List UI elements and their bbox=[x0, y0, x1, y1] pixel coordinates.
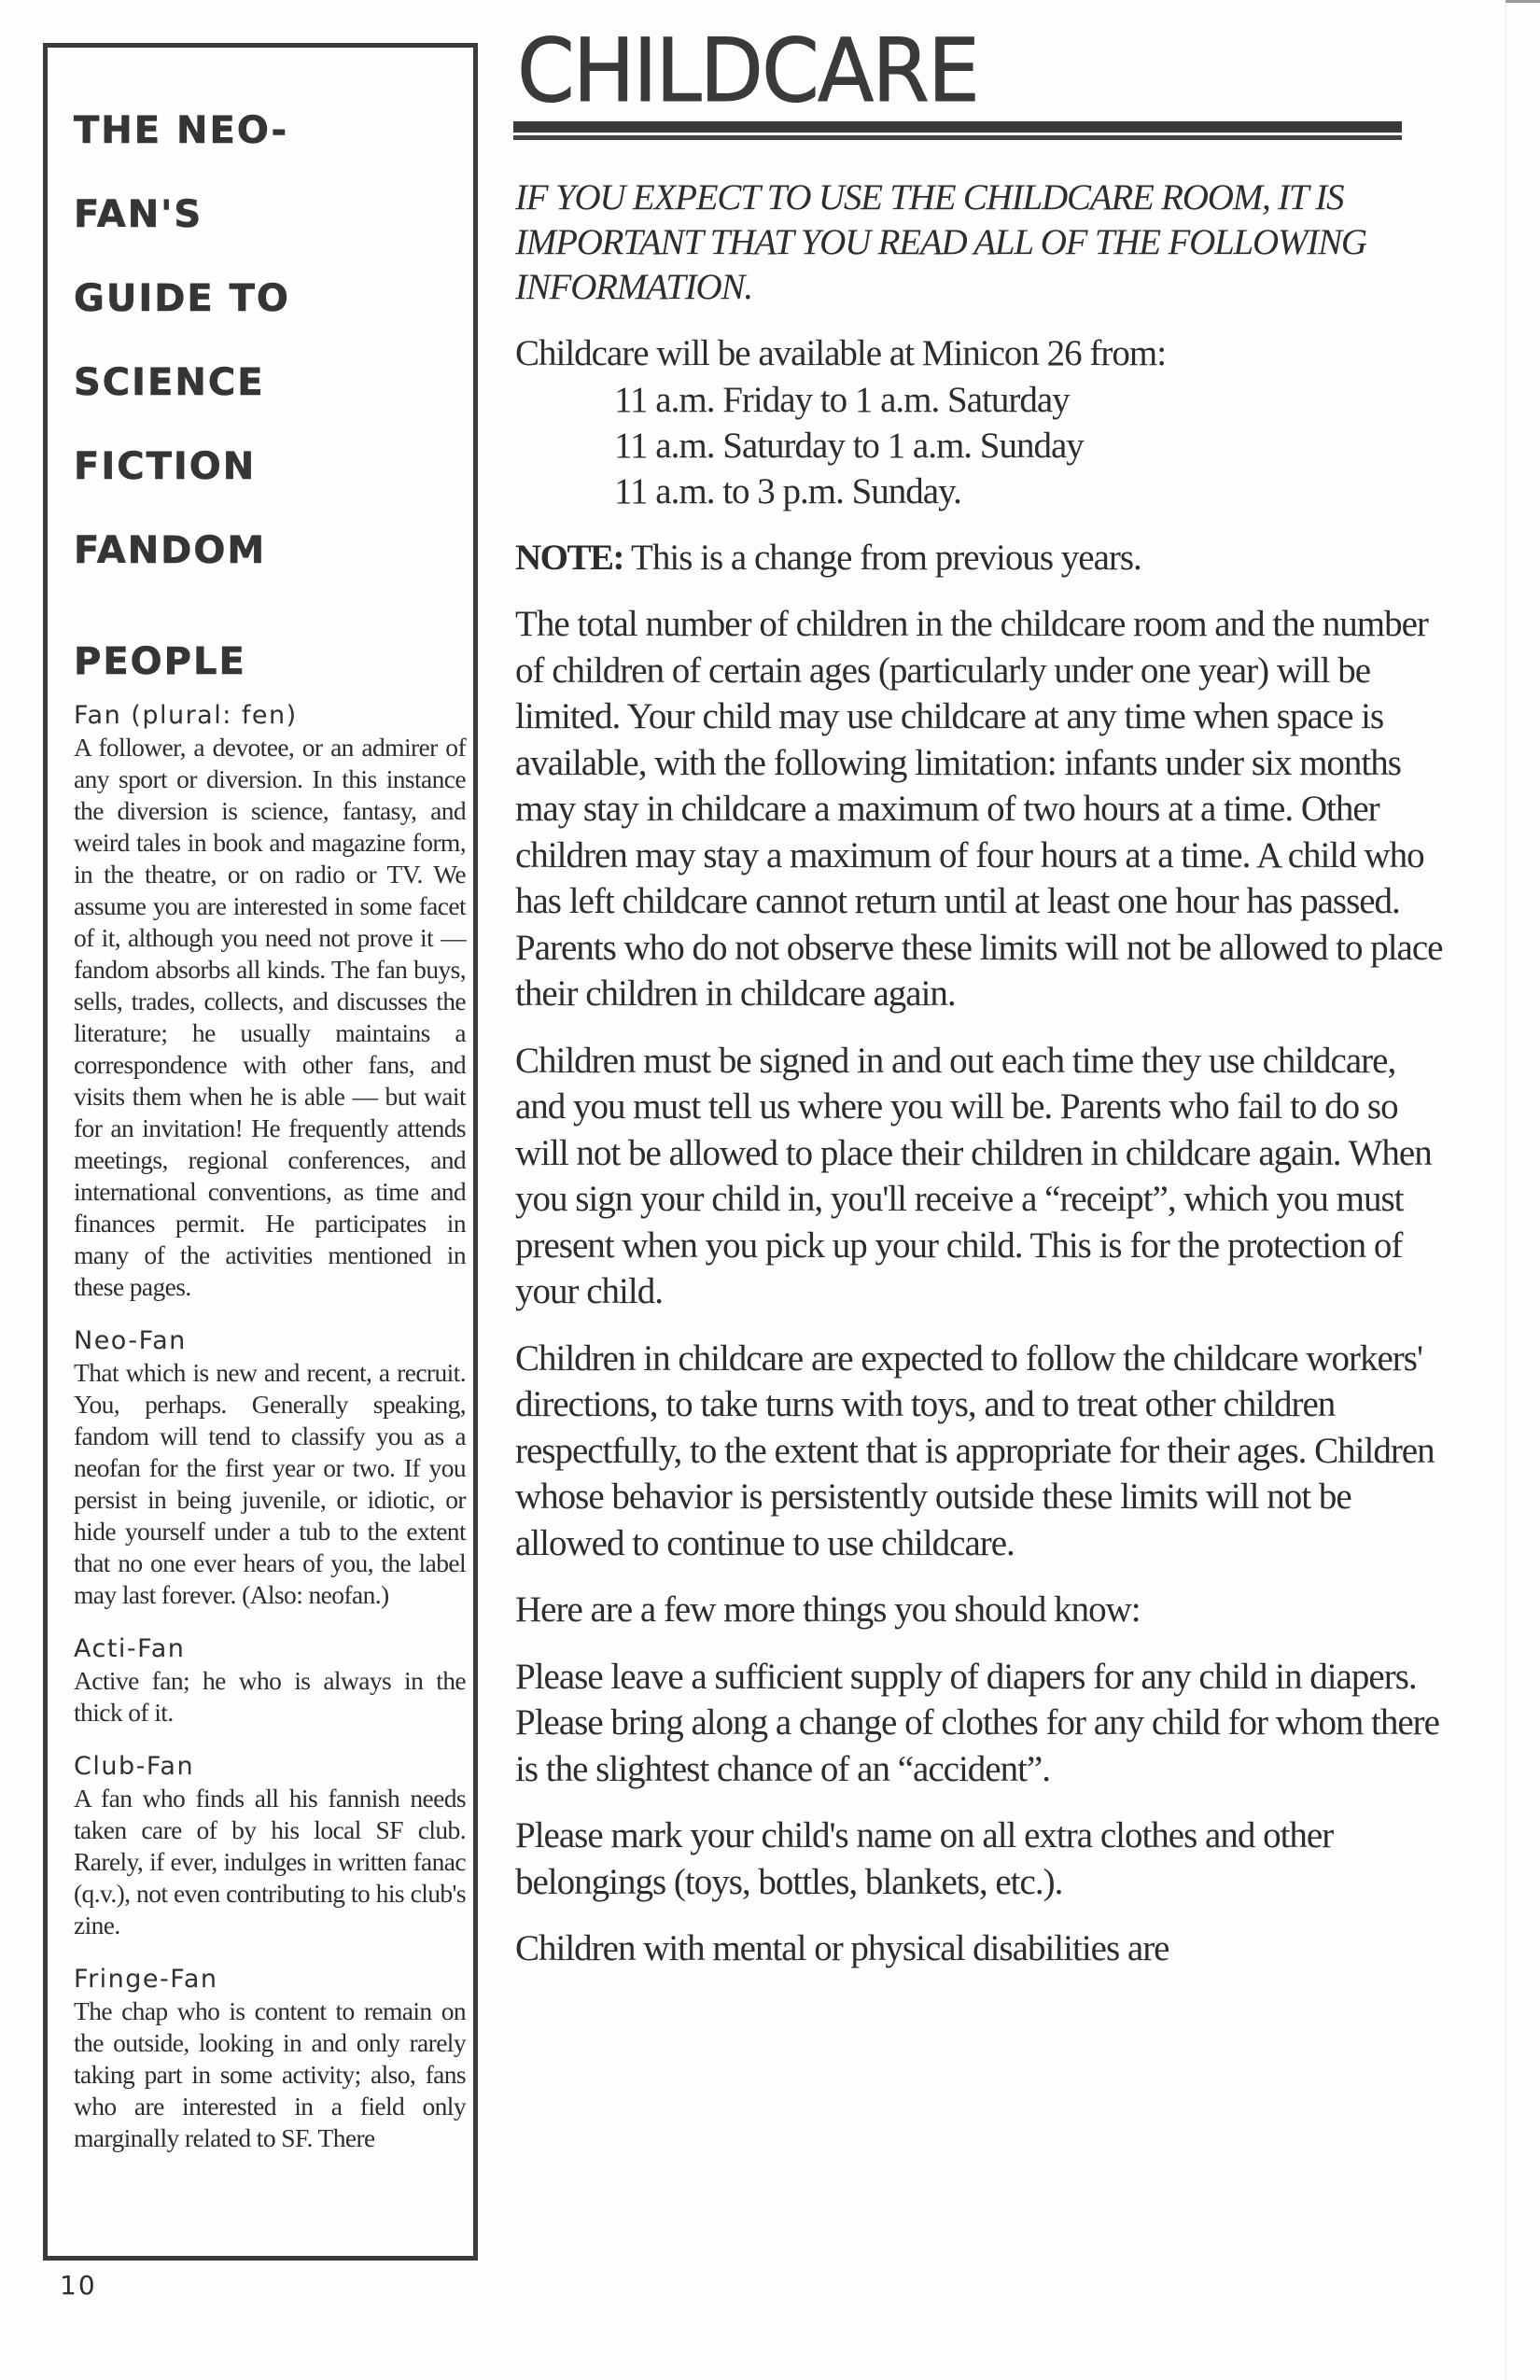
paragraph-text: Here are a few more things you should know: bbox=[515, 1589, 1141, 1630]
page-edge-mark bbox=[1505, 0, 1540, 3]
paragraph-labels bbox=[515, 1813, 1449, 1905]
page-title: CHILDCARE bbox=[517, 21, 978, 122]
note-label: NOTE: bbox=[515, 537, 624, 578]
guide-title-line: GUIDE TO bbox=[74, 277, 290, 320]
glossary-term: Neo-Fan bbox=[74, 1326, 187, 1355]
childcare-article bbox=[513, 21, 1465, 1972]
glossary-entry bbox=[74, 1753, 466, 1941]
glossary-term: Club-Fan bbox=[74, 1752, 195, 1781]
note-text: This is a change from previous years. bbox=[623, 537, 1141, 578]
intro-notice: IF YOU EXPECT TO USE THE CHILDCARE ROOM, IT IS IMPORTANT THAT YOU READ ALL OF THE FOLLOWING INFORMATION. bbox=[515, 177, 1366, 307]
paragraph-disabilities bbox=[515, 1925, 1449, 1972]
section-title: PEOPLE bbox=[74, 640, 246, 683]
guide-title-line: FANDOM bbox=[74, 529, 267, 572]
paragraph-diapers bbox=[515, 1654, 1449, 1793]
page-edge bbox=[1505, 0, 1506, 2380]
guide-title-line: FICTION bbox=[74, 445, 257, 488]
guide-title bbox=[74, 68, 466, 614]
schedule-item: 11 a.m. Saturday to 1 a.m. Sunday bbox=[614, 425, 1084, 466]
guide-title-line: THE NEO- bbox=[74, 109, 289, 152]
availability-section bbox=[515, 330, 1449, 514]
paragraph-more-things bbox=[515, 1587, 1449, 1633]
glossary-term: Acti-Fan bbox=[74, 1634, 186, 1663]
neofan-guide-sidebar bbox=[43, 43, 478, 2261]
sidebar-content bbox=[74, 68, 466, 2178]
glossary-entry bbox=[74, 1966, 466, 2154]
glossary-term: Fan (plural: fen) bbox=[74, 701, 298, 730]
paragraph-text: Please mark your child's name on all extra clothes and other belongings (toys, bottles, blankets, etc.). bbox=[515, 1815, 1334, 1902]
glossary-entry bbox=[74, 1635, 466, 1729]
paragraph-text: Please leave a sufficient supply of diapers for any child in diapers. Please bring along a change of clothes for any child for whom there is the slightest chance of an “accident”. bbox=[515, 1656, 1439, 1789]
paragraph-behavior bbox=[515, 1336, 1449, 1567]
guide-title-line: FAN'S bbox=[74, 193, 203, 236]
paragraph-sign-in bbox=[515, 1038, 1449, 1315]
glossary-definition: A fan who finds all his fannish needs taken care of by his local SF club. Rarely, if ever, indulges in written fanac (q.v.), not even contributing to his club's zine. bbox=[74, 1784, 466, 1939]
title-rule-thin bbox=[513, 135, 1402, 140]
note bbox=[515, 535, 1449, 581]
title-rule-thick bbox=[513, 121, 1402, 133]
paragraph-text: Children with mental or physical disabilities are bbox=[515, 1928, 1169, 1968]
glossary-entry bbox=[74, 1327, 466, 1611]
glossary-definition: Active fan; he who is always in the thick of it. bbox=[74, 1666, 466, 1727]
paragraph-text: Children must be signed in and out each time they use childcare, and you must tell us where you will be. Parents who fail to do so will not be allowed to place their children in childcare again. When you sign your child in, you'll receive a “receipt”, which you must present when you pick up your child. This is for the protection of your child. bbox=[515, 1040, 1432, 1311]
glossary-definition: That which is new and recent, a recruit. You, perhaps. Generally speaking, fandom will tend to classify you as a neofan for the first year or two. If you persist in being juvenile, or idiotic, or hide yourself under a tub to the extent that no one ever hears of you, the label may last forever. (Also: neofan.) bbox=[74, 1358, 466, 1609]
glossary-term: Fringe-Fan bbox=[74, 1965, 218, 1994]
glossary-definition: The chap who is content to remain on the outside, looking in and only rarely taking part in some activity; also, fans who are interested in a field only marginally related to SF. There bbox=[74, 1996, 466, 2152]
schedule-item: 11 a.m. Friday to 1 a.m. Saturday bbox=[614, 379, 1070, 420]
paragraph-capacity-limits bbox=[515, 601, 1449, 1017]
schedule-item: 11 a.m. to 3 p.m. Sunday. bbox=[614, 470, 961, 511]
paragraph-text: The total number of children in the childcare room and the number of children of certain ages (particularly under one year) will be limited. Your child may use childcare at any time when space is available, with the following limitation: infants under six months may stay in childcare a maximum of two hours at a time. Other children may stay a maximum of four hours at a time. A child who has left childcare cannot return until at least one hour has passed. Parents who do not observe these limits will not be allowed to place their children in childcare again. bbox=[515, 604, 1443, 1014]
schedule-list bbox=[614, 377, 1449, 514]
paragraph-text: Children in childcare are expected to follow the childcare workers' directions, to take turns with toys, and to treat other children respectfully, to the extent that is appropriate for their ages. Children whose behavior is persistently outside these limits will not be allowed to continue to use childcare. bbox=[515, 1337, 1435, 1563]
guide-title-line: SCIENCE bbox=[74, 361, 265, 404]
glossary-entry bbox=[74, 702, 466, 1303]
glossary-definition: A follower, a devotee, or an admirer of any sport or diversion. In this instance the diversion is science, fantasy, and weird tales in book and magazine form, in the theatre, or on radio or TV. We assume you are interested in some facet of it, although you need not prove it — fandom absorbs all kinds. The fan buys, sells, trades, collects, and discusses the literature; he usually maintains a correspondence with other fans, and visits them when he is able — but wait for an invitation! He frequently attends meetings, regional conferences, and international conventions, as time and finances permit. He participates in many of the activities mentioned in these pages. bbox=[74, 733, 466, 1301]
availability-lead: Childcare will be available at Minicon 26 from: bbox=[515, 333, 1167, 373]
page-number: 10 bbox=[60, 2270, 97, 2301]
